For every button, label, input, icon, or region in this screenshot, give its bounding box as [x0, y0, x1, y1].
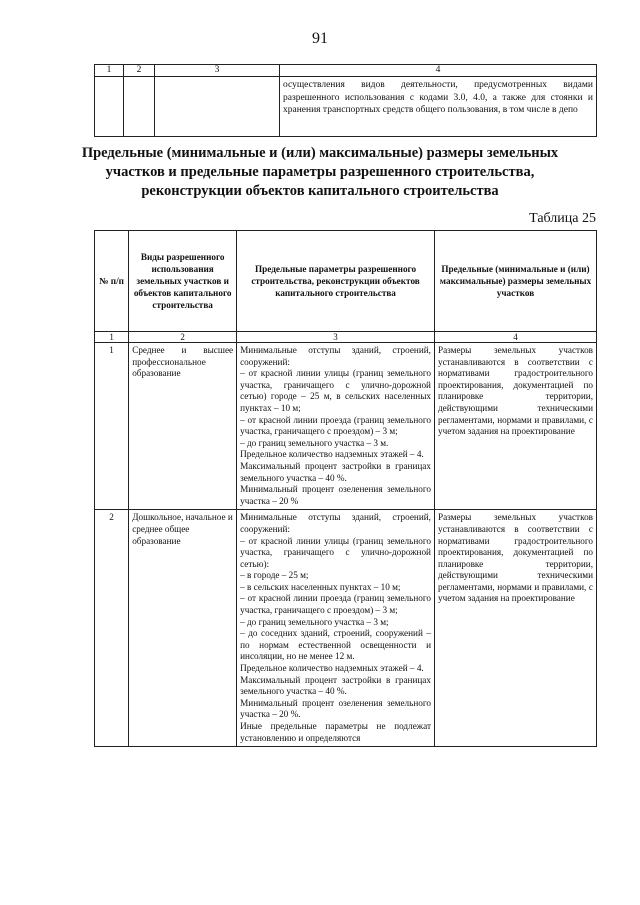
column-number: 3 — [155, 65, 280, 77]
param-line: Предельное количество надземных этажей – 4. — [240, 449, 424, 460]
row-number: 1 — [95, 343, 129, 510]
param-line: Максимальный процент застройки в границах земельного участка – 40 %. — [240, 460, 431, 483]
params-cell — [237, 343, 435, 510]
param-line: – до границ земельного участка – 3 м; — [240, 616, 389, 627]
parameters-table — [94, 230, 597, 747]
table-row — [95, 343, 597, 510]
row-number: 2 — [95, 510, 129, 747]
table-cell — [155, 77, 280, 137]
section-heading: Предельные (минимальные и (или) максимальные) размеры земельных участков и предельные параметры разрешенного строительства, реконструкции объектов капитального строительства — [81, 145, 559, 199]
param-line: Максимальный процент застройки в границах земельного участка – 40 %. — [240, 674, 431, 697]
header-number: № п/п — [95, 231, 129, 332]
param-line: – до соседних зданий, строений, сооружений – по нормам естественной освещенности и инсоляции, но не менее 12 м. — [240, 628, 431, 662]
column-number: 4 — [280, 65, 597, 77]
param-line: – в сельских населенных пунктах – 10 м; — [240, 581, 401, 592]
column-number: 2 — [129, 332, 237, 343]
param-line: – от красной линии проезда (границ земельного участка, граничащего с проездом) – 3 м; — [240, 593, 431, 616]
param-line: Иные предельные параметры не подлежат установлению и определяются — [240, 721, 431, 743]
param-line: Минимальный процент озеленения земельного участка – 20 % — [240, 484, 431, 506]
table-cell — [124, 77, 155, 137]
use-type: Дошкольное, начальное и среднее общее образование — [129, 510, 237, 747]
header-params: Предельные параметры разрешенного строительства, реконструкции объектов капитального строительства — [237, 231, 435, 332]
table-caption: Таблица 25 — [529, 211, 596, 226]
table-cell — [95, 77, 124, 137]
use-type: Среднее и высшее профессиональное образование — [129, 343, 237, 510]
param-line: Минимальные отступы зданий, строений, сооружений: — [240, 345, 431, 367]
continuation-text: осуществления видов деятельности, предусмотренных видами разрешенного использования с кодами 3.0, 4.0, а также для стоянки и хранения транспортных средств общего пользования, в том числе в депо — [280, 77, 597, 137]
param-line: Предельное количество надземных этажей – 4. — [240, 663, 424, 674]
table-row — [95, 77, 597, 137]
header-type: Виды разрешенного использования земельных участков и объектов капитального строительства — [129, 231, 237, 332]
param-line: Минимальные отступы зданий, строений, сооружений: — [240, 512, 431, 534]
param-line: – в городе – 25 м; — [240, 570, 309, 581]
column-number: 1 — [95, 65, 124, 77]
table-row — [95, 510, 597, 747]
header-row — [95, 231, 597, 332]
param-line: – до границ земельного участка – 3 м. — [240, 437, 389, 448]
continuation-table — [94, 64, 597, 137]
params-cell — [237, 510, 435, 747]
column-number: 2 — [124, 65, 155, 77]
param-line: – от красной линии улицы (границ земельного участка, граничащего с улично-дорожной сетью): — [240, 535, 431, 569]
param-line: – от красной линии улицы (границ земельного участка, граничащего с улично-дорожной сетью) городе – 25 м, в сельских населенных пунктах – 10 м; — [240, 368, 431, 413]
column-number: 4 — [434, 332, 596, 343]
sizes-cell: Размеры земельных участков устанавливаются в соответствии с нормативами градостроительного проектирования, документацией по планировке территории, действующими техническими регламентами, нормами и правилами, с учетом задания на проектирование — [434, 510, 596, 747]
param-line: Минимальный процент озеленения земельного участка – 20 %. — [240, 697, 431, 720]
column-number-row — [95, 65, 597, 77]
header-sizes: Предельные (минимальные и (или) максимальные) размеры земельных участков — [434, 231, 596, 332]
column-number: 1 — [95, 332, 129, 343]
sizes-cell: Размеры земельных участков устанавливаются в соответствии с нормативами градостроительного проектирования, документацией по планировке территории, действующими техническими регламентами, нормами и правилами, с учетом задания на проектирование — [434, 343, 596, 510]
column-number-row — [95, 332, 597, 343]
page-number: 91 — [312, 30, 328, 47]
param-line: – от красной линии проезда (границ земельного участка, граничащего с проездом) – 3 м; — [240, 414, 431, 437]
column-number: 3 — [237, 332, 435, 343]
